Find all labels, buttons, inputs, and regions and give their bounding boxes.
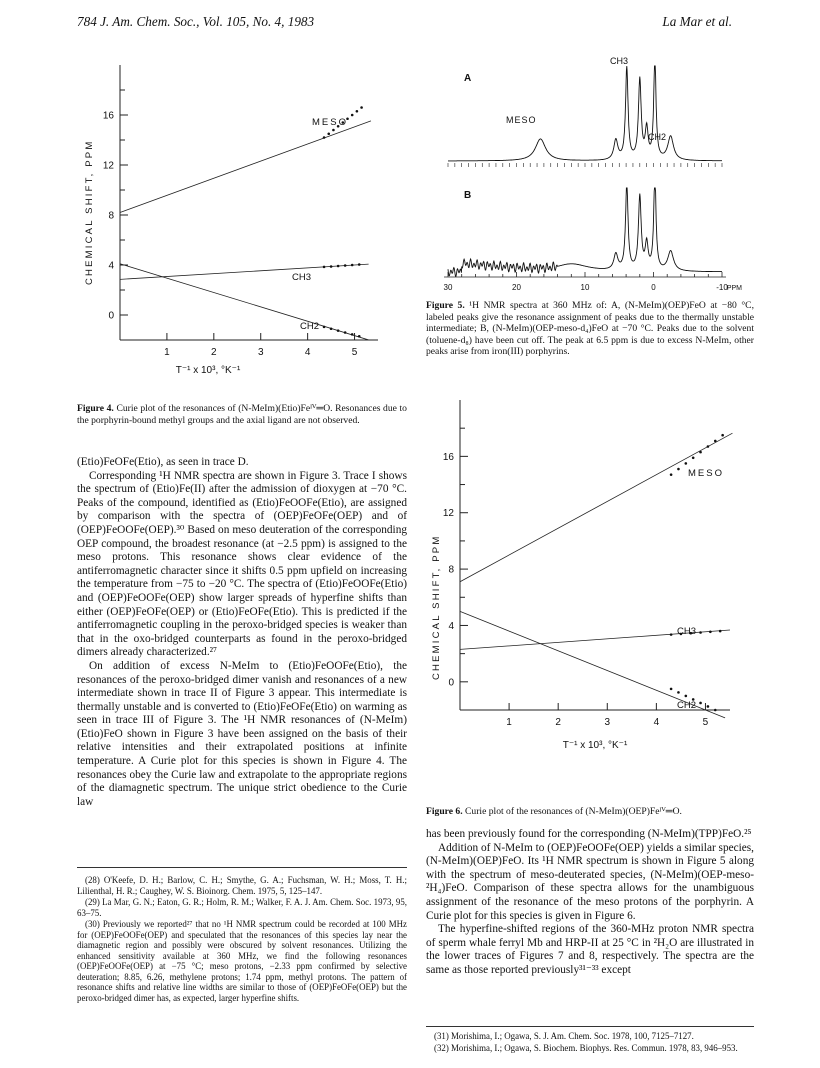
running-header-left: 784 J. Am. Chem. Soc., Vol. 105, No. 4, 1983	[77, 14, 315, 29]
ppm-tick-label: 20	[512, 283, 521, 292]
x-tick-label: 1	[164, 347, 170, 358]
figure-4-caption	[77, 403, 407, 426]
paragraph: has been previously found for the corresponding (N-MeIm)(TPP)FeO.²⁵	[426, 828, 752, 840]
data-point-ch2	[344, 331, 347, 334]
figure-5-nmr-spectra	[420, 48, 750, 298]
fig6-tick-labels	[443, 452, 709, 728]
data-point-ch3	[670, 633, 673, 636]
data-point-ch2	[351, 333, 354, 336]
fit-line-meso	[120, 121, 371, 213]
left-footnote-rule	[77, 867, 407, 868]
x-tick-label: 4	[304, 347, 311, 358]
ppm-tick-label: 30	[443, 283, 453, 292]
data-point-ch3	[323, 266, 326, 269]
fig6-label-ch3: CH3	[677, 626, 697, 637]
figure-5-caption-text: ¹H NMR spectra at 360 MHz of: A, (N-MeIm)(OEP)FeO at −80 °C, labeled peaks give the resonance assignment of peaks due to the thermally unstable intermediate; B, (N-MeIm)(OEP-meso-d₄)FeO at −70 °C. Peaks due to the solvent (toluene-d₈) have been cut off. The peak at 6.5 ppm is due to excess N-MeIm, other peaks arise from iron(III) porphyrins.	[426, 300, 754, 357]
figure-4-caption-text: Curie plot of the resonances of (N-MeIm)(Etio)Feᴵⱽ═O. Resonances due to the porphyrin-bound methyl groups and the axial ligand are not observed.	[77, 403, 407, 426]
footnote: (29) La Mar, G. N.; Eaton, G. R.; Holm, R. M.; Walker, F. A. J. Am. Chem. Soc. 1973, 95, 63–75.	[77, 897, 407, 918]
fit-line-meso	[460, 433, 732, 582]
data-point-ch2	[699, 702, 702, 705]
data-point-ch2	[707, 705, 710, 708]
data-point-meso	[332, 129, 335, 132]
x-tick-label: 3	[257, 347, 264, 358]
fig5-label-ch3: CH3	[610, 56, 629, 66]
y-tick-label: 4	[108, 260, 114, 272]
x-tick-label: 3	[604, 717, 611, 728]
data-point-meso	[677, 468, 680, 471]
left-column-text	[77, 456, 407, 809]
data-point-ch3	[337, 265, 340, 268]
y-tick-label: 12	[442, 508, 454, 520]
data-point-ch3	[344, 264, 347, 267]
ppm-tick-label: 10	[580, 283, 590, 292]
data-point-meso	[699, 451, 702, 454]
y-tick-label: 16	[102, 110, 114, 122]
figure-6-caption-text: Curie plot of the resonances of (N-MeIm)(OEP)Feᴵⱽ═O.	[465, 806, 682, 817]
data-point-ch2	[685, 695, 688, 698]
figure-6-caption	[426, 806, 754, 818]
fig5-label-ch2: CH2	[648, 132, 667, 142]
data-point-ch2	[330, 327, 333, 330]
footnote: (28) O'Keefe, D. H.; Barlow, C. H.; Smythe, G. A.; Fuchsman, W. H.; Moss, T. H.; Lilienthal, H. R.; Caughey, W. S. Bioinorg. Chem. 1975, 5, 125–147.	[77, 875, 407, 896]
right-footnotes	[426, 1031, 754, 1054]
data-point-meso	[356, 110, 359, 113]
right-column-text	[426, 828, 754, 978]
fig5-trace-b-label: B	[464, 190, 472, 201]
paragraph: (Etio)FeOFe(Etio), as seen in trace D.	[77, 456, 249, 468]
data-point-meso	[714, 440, 717, 443]
figure-6-caption-label: Figure 6.	[426, 806, 463, 817]
fig6-label-meso: MESO	[688, 468, 724, 479]
data-point-meso	[692, 456, 695, 459]
data-point-meso	[707, 445, 710, 448]
figure-5-caption-label: Figure 5.	[426, 300, 465, 311]
y-tick-label: 12	[102, 160, 114, 172]
data-point-ch2	[358, 335, 361, 338]
data-point-ch2	[714, 709, 717, 712]
fig5-trace-b	[448, 188, 722, 277]
data-point-ch2	[337, 329, 340, 332]
fig6-ticks	[460, 428, 705, 710]
fig5-ppm-axis	[444, 272, 729, 292]
fig4-x-axis-label: T⁻¹ x 10³, °K⁻¹	[175, 365, 241, 376]
fig4-data-points	[323, 106, 363, 337]
data-point-meso	[721, 434, 724, 437]
data-point-meso	[685, 462, 688, 465]
fig6-y-axis-label: CHEMICAL SHIFT, PPM	[431, 534, 442, 680]
data-point-meso	[351, 114, 354, 117]
paragraph: The hyperfine-shifted regions of the 360-MHz proton NMR spectra of sperm whale ferryl Mb and HRP-II at 25 °C in ²H₂O are illustrated in the lower traces of Figures 7 and 8, respectively. The spectra are the same as those reported previously³¹⁻³³ except	[426, 923, 754, 976]
y-tick-label: 8	[448, 564, 454, 576]
fig4-plot-frame	[120, 65, 378, 340]
fig4-y-axis-label: CHEMICAL SHIFT, PPM	[84, 139, 95, 285]
footnote: (32) Morishima, I.; Ogawa, S. Biochem. Biophys. Res. Commun. 1978, 83, 946–953.	[434, 1042, 738, 1053]
data-point-meso	[670, 473, 673, 476]
figure-6-curie-plot	[420, 390, 760, 790]
fig6-label-ch2: CH2	[677, 700, 697, 711]
y-tick-label: 16	[442, 451, 454, 463]
data-point-ch3	[709, 630, 712, 633]
fig5-label-meso: MESO	[506, 115, 537, 125]
x-tick-label: 5	[702, 717, 709, 728]
fig4-label-ch2: CH2	[300, 321, 320, 332]
fig5-trace-a-baseline-ticks	[448, 163, 722, 167]
y-tick-label: 0	[108, 310, 114, 322]
figure-4-curie-plot	[68, 50, 398, 395]
figure-5-caption	[426, 300, 754, 358]
x-tick-label: 5	[351, 347, 358, 358]
data-point-ch2	[677, 691, 680, 694]
y-tick-label: 4	[448, 620, 454, 632]
x-tick-label: 1	[506, 717, 512, 728]
data-point-ch3	[719, 630, 722, 633]
data-point-meso	[323, 136, 326, 139]
x-tick-label: 4	[653, 717, 660, 728]
fig6-plot-frame	[460, 400, 730, 710]
fig4-fit-lines	[120, 121, 371, 340]
paragraph: Corresponding ¹H NMR spectra are shown in Figure 3. Trace I shows the spectrum of (Etio)Fe(II) after the admission of dioxygen at −70 °C. Peaks of the compound, identified as (Etio)FeOOFe(Etio), are assigned by comparison with the spectra of (OEP)FeOFe(OEP) and of (OEP)FeOOFe(OEP).³⁰ Based on meso deuteration of the corresponding OEP compound, the broadest resonance (at −2.5 ppm) is assigned to the meso protons. This resonance shows clear evidence of the antiferromagnetic character since it shifts 0.5 ppm upfield on increasing the temperature from −75 to −20 °C. The spectra of (Etio)FeOOFe(Etio) and (OEP)FeOOFe(OEP) show larger spreads of hyperfine shifts than either (OEP)FeOFe(OEP) or (Etio)FeOFe(Etio). This is predicted if the antiferromagnetic coupling in the peroxo-bridged species is weaker than that in the oxo-bridged counterparts as found in the peroxo-bridged dimers already characterized.²⁷	[77, 469, 407, 659]
data-point-ch3	[358, 263, 361, 266]
data-point-ch2	[670, 688, 673, 691]
paragraph: Addition of N-MeIm to (OEP)FeOOFe(OEP) yields a similar species, (N-MeIm)(OEP)FeO. Its ¹H NMR spectrum is shown in Figure 5 along with the spectrum of meso-deuterated species, (N-MeIm)(OEP-meso-²H₄)FeO. Comparison of these spectra allows for the unambiguous assignment of the resonance of the meso protons of the porphyrin. A Curie plot for this species is given in Figure 6.	[426, 841, 754, 922]
ppm-tick-label: 0	[651, 283, 656, 292]
x-tick-label: 2	[211, 347, 217, 358]
data-point-ch3	[330, 265, 333, 268]
fig5-trace-a	[448, 66, 722, 161]
y-tick-label: 8	[108, 210, 114, 222]
running-header-right: La Mar et al.	[662, 14, 732, 29]
x-tick-label: 2	[555, 717, 561, 728]
right-footnote-rule	[426, 1026, 754, 1027]
data-point-meso	[360, 106, 363, 109]
figure-4-caption-label: Figure 4.	[77, 403, 114, 414]
footnote: (31) Morishima, I.; Ogawa, S. J. Am. Chem. Soc. 1978, 100, 7125–7127.	[434, 1031, 694, 1041]
fig5-trace-a-label: A	[464, 73, 472, 84]
y-tick-label: 0	[448, 677, 454, 689]
fig4-label-ch3: CH3	[292, 272, 312, 283]
fig6-x-axis-label: T⁻¹ x 10³, °K⁻¹	[562, 740, 628, 751]
fig5-axis-unit: PPM	[726, 285, 742, 292]
data-point-ch3	[699, 631, 702, 634]
data-point-ch2	[323, 326, 326, 329]
paragraph: On addition of excess N-MeIm to (Etio)FeOOFe(Etio), the resonances of the peroxo-bridged dimer vanish and resonances of a new intermediate shown in trace II of Figure 3 appear. This intermediate is thermally unstable and is converted to (Etio)FeOFe(Etio) on warming as seen in trace III of Figure 3. The ¹H NMR resonances of (N-MeIm)(Etio)FeO shown in Figure 3 have been assigned on the basis of their relative intensities and their extrapolated positions at infinite temperature. A Curie plot for this species is shown in Figure 4. The resonances obey the Curie law and extrapolate to the appropriate regions of the diamagnetic spectrum. The unique strict obedience to the Curie law	[77, 659, 407, 808]
data-point-ch3	[351, 264, 354, 267]
data-point-meso	[327, 132, 330, 135]
fig4-tick-labels	[103, 111, 358, 359]
left-footnotes	[77, 875, 407, 1004]
fig4-label-meso: MESO	[312, 117, 348, 128]
footnote: (30) Previously we reported²⁷ that no ¹H NMR spectrum could be recorded at 100 MHz for (OEP)FeOOFe(OEP) and speculated that the resonances of this species lay near the diamagnetic region and possibly were obscured by solvent resonances. Utilizing the enhanced sensitivity available at 360 MHz, we find the following resonances (OEP)FeOOFe(OEP) at −75 °C; meso protons, −2.33 ppm confirmed by selective deuteration; 8.85, 6.26, methylene protons; 1.74 ppm, methyl protons. The pattern of resonance shifts and relative line widths are similar to those of (OEP)FeOFe(OEP) but the peroxo-bridged dimer has, as expected, larger hyperfine shifts.	[77, 919, 407, 1003]
ppm-tick-label: -10	[716, 283, 728, 292]
